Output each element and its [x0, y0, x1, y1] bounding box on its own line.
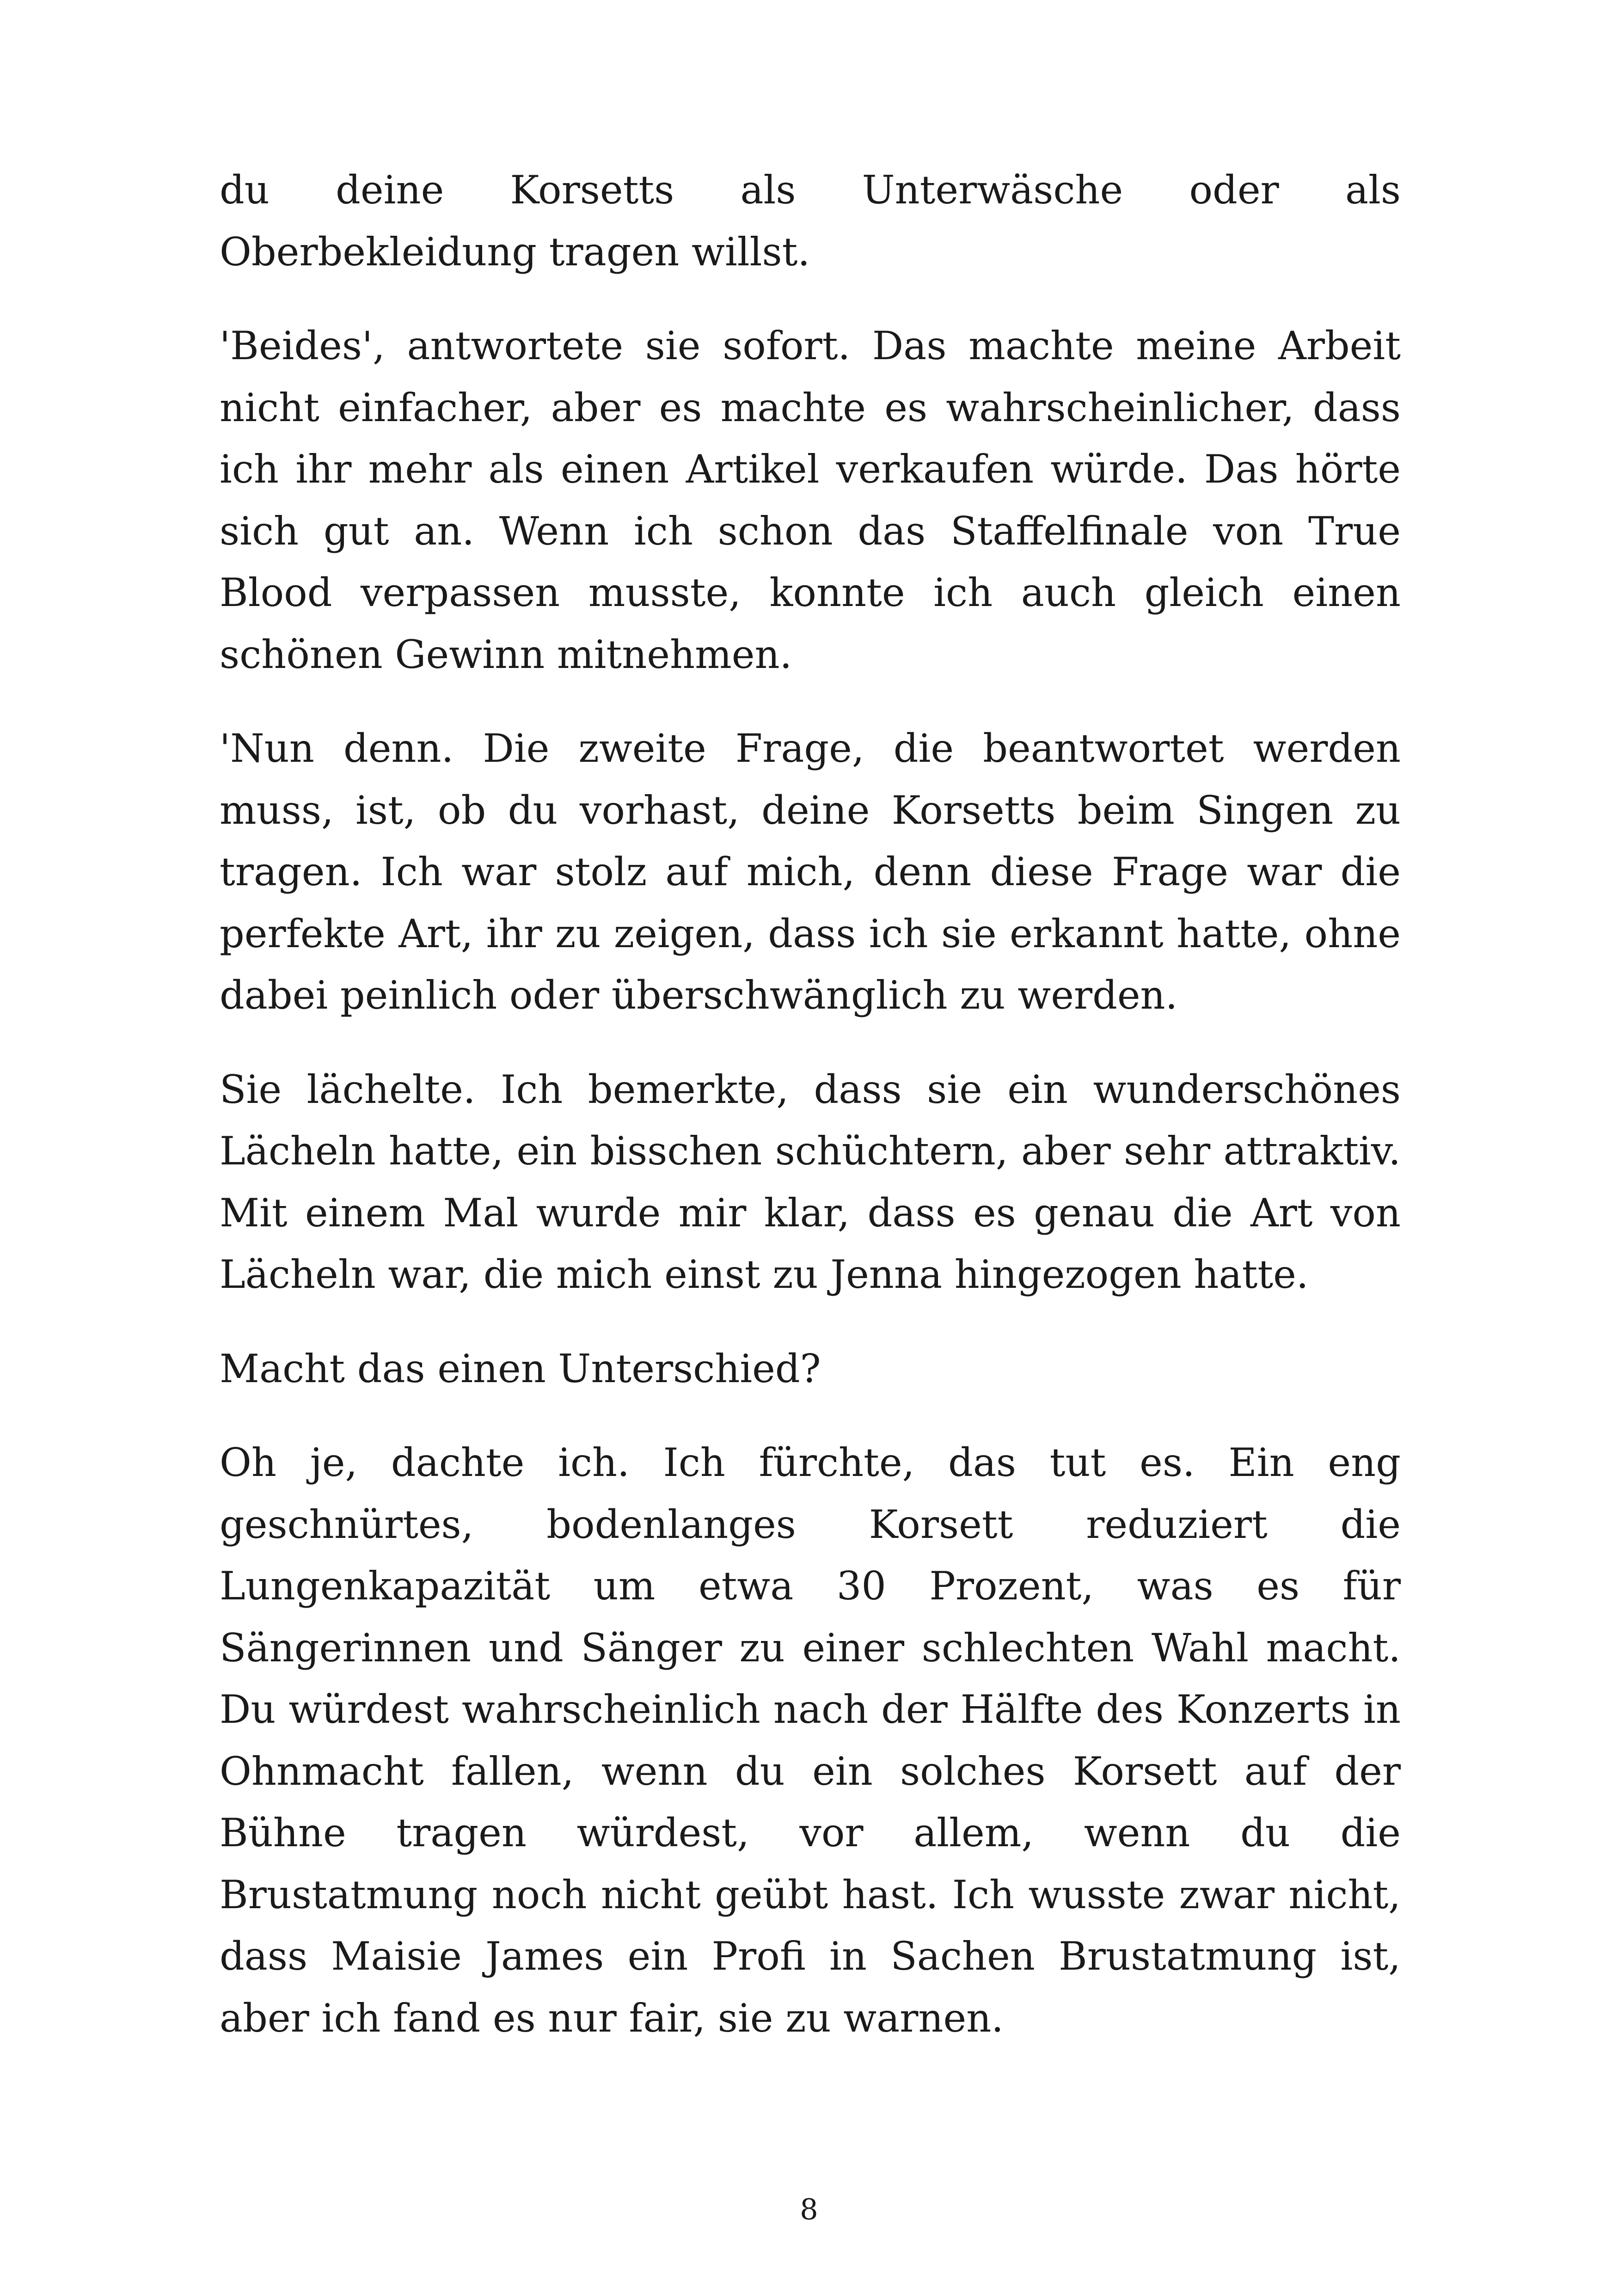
- paragraph-5: Macht das einen Unterschied?: [220, 1346, 821, 1391]
- body-text: [220, 159, 1401, 2049]
- page-number: 8: [800, 2192, 818, 2226]
- paragraph-2: 'Beides', antwortete sie sofort. Das machte meine Arbeit nicht einfacher, aber es machte es wahrscheinlicher, dass ich ihr mehr als einen Artikel verkaufen würde. Das hörte sich gut an. Wenn ich schon das Staffelfinale von True Blood verpassen musste, konnte ich auch gleich einen schönen Gewinn mitnehmen.: [220, 323, 1401, 677]
- paragraph-4: Sie lächelte. Ich bemerkte, dass sie ein wunderschönes Lächeln hatte, ein bisschen schüchtern, aber sehr attraktiv. Mit einem Mal wurde mir klar, dass es genau die Art von Lächeln war, die mich einst zu Jenna hingezogen hatte.: [220, 1066, 1401, 1297]
- paragraph-3: 'Nun denn. Die zweite Frage, die beantwortet werden muss, ist, ob du vorhast, deine Korsetts beim Singen zu tragen. Ich war stolz auf mich, denn diese Frage war die perfekte Art, ihr zu zeigen, dass ich sie erkannt hatte, ohne dabei peinlich oder überschwänglich zu werden.: [220, 726, 1401, 1018]
- paragraph-6: Oh je, dachte ich. Ich fürchte, das tut es. Ein eng geschnürtes, bodenlanges Korsett reduziert die Lungenkapazität um etwa 30 Prozent, was es für Sängerinnen und Sänger zu einer schlechten Wahl macht. Du würdest wahrscheinlich nach der Hälfte des Konzerts in Ohnmacht fallen, wenn du ein solches Korsett auf der Bühne tragen würdest, vor allem, wenn du die Brustatmung noch nicht geübt hast. Ich wusste zwar nicht, dass Maisie James ein Profi in Sachen Brustatmung ist, aber ich fand es nur fair, sie zu warnen.: [220, 1440, 1401, 2041]
- paragraph-1: du deine Korsetts als Unterwäsche oder als Oberbekleidung tragen willst.: [220, 167, 1401, 275]
